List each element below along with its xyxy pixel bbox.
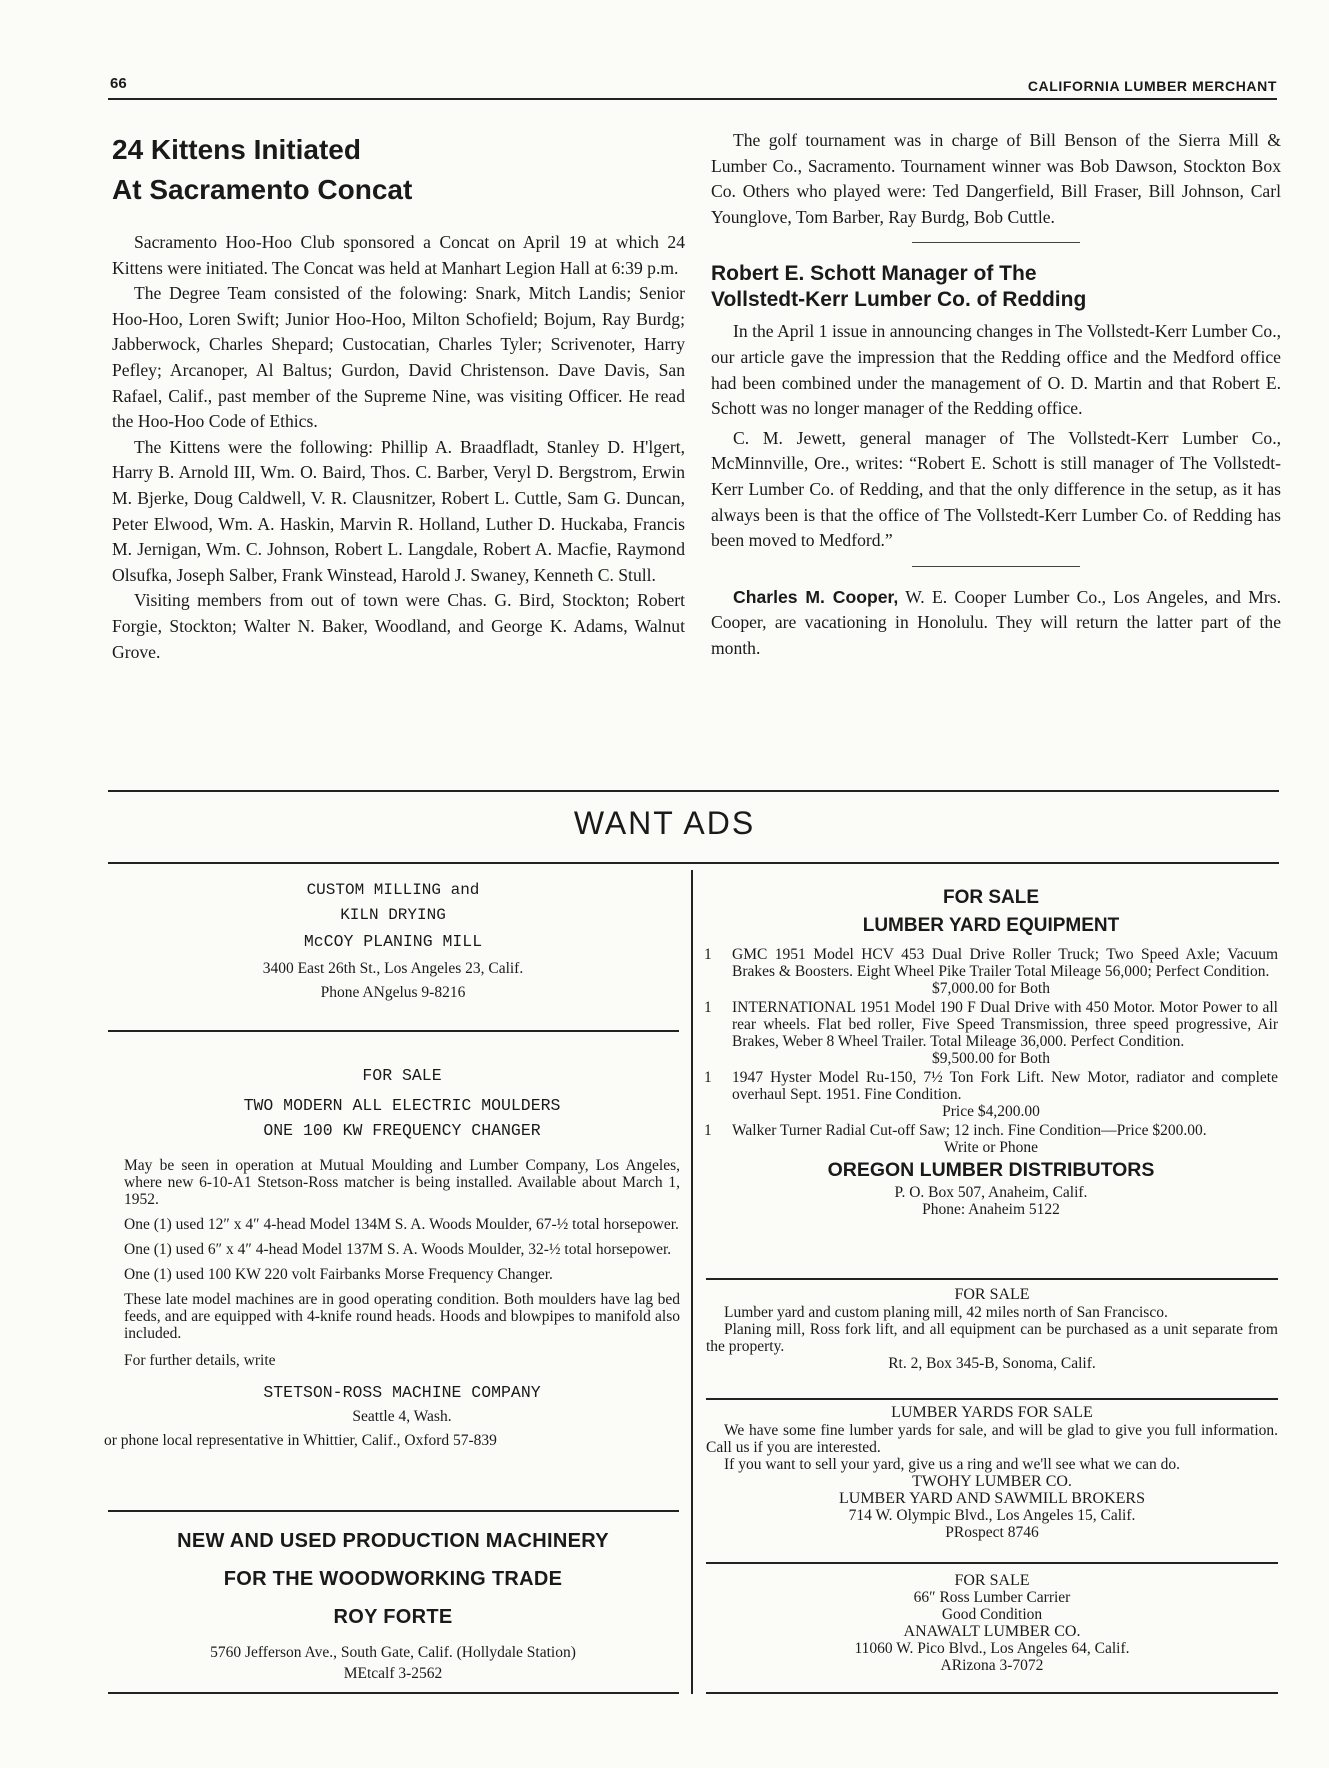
ad-paragraph: These late model machines are in good operating condition. Both moulders have lag bed feeds, and are equipped with 4-knife round heads. Hoods and blowpipes to manifold also included. [124,1291,680,1342]
column-divider [691,870,693,1694]
ad-address: 3400 East 26th St., Los Angeles 23, Calif. [262,960,524,977]
ad-heading: FOR SALE [954,1572,1030,1589]
ad-tagline: LUMBER YARD AND SAWMILL BROKERS [839,1490,1145,1507]
section-rule [108,790,1279,792]
kittens-article-title [112,130,685,210]
ad-address: P. O. Box 507, Anaheim, Calif. [894,1184,1088,1201]
item-qty: 1 [704,1122,712,1139]
ad-paragraph: One (1) used 6″ x 4″ 4-head Model 137M S. A. Woods Moulder, 32-½ total horsepower. [124,1241,672,1258]
ad-roy-forte [108,1522,678,1684]
ad-address: Rt. 2, Box 345-B, Sonoma, Calif. [888,1355,1096,1372]
want-ads-heading: WANT ADS [573,805,756,841]
schott-title-line-2: Vollstedt-Kerr Lumber Co. of Redding [711,288,1087,312]
ad-paragraph: We have some fine lumber yards for sale, and will be glad to give you full information. Call us if you are interested. [706,1422,1278,1456]
ad-oregon-lumber [704,884,1278,1218]
ad-city: Seattle 4, Wash. [352,1408,452,1425]
title-line-1: 24 Kittens Initiated [112,134,361,165]
ad-company: ANAWALT LUMBER CO. [903,1623,1081,1640]
ad-company: STETSON-ROSS MACHINE COMPANY [263,1383,541,1402]
ad-phone: or phone local representative in Whittier, Calif., Oxford 57-839 [104,1432,497,1449]
article-paragraph: Visiting members from out of town were Chas. G. Bird, Stockton; Robert Forgie, Stockton; Walter N. Baker, Woodland, and George K. Adams, Walnut Grove. [112,590,685,662]
ad-sonoma-mill [706,1286,1278,1372]
ad-paragraph: If you want to sell your yard, give us a ring and we'll see what we can do. [724,1456,1181,1473]
ad-company: TWOHY LUMBER CO. [912,1473,1072,1490]
ad-line: TWO MODERN ALL ELECTRIC MOULDERS [243,1096,561,1115]
separator [912,242,1080,243]
ad-mccoy-planing-mill [108,878,678,1005]
ad-address: 5760 Jefferson Ave., South Gate, Calif. (Hollydale Station) [210,1644,576,1661]
ad-phone: MEtcalf 3-2562 [343,1665,443,1682]
section-rule [108,862,1279,864]
golf-paragraph: The golf tournament was in charge of Bill Benson of the Sierra Mill & Lumber Co., Sacramento. Tournament winner was Bob Dawson, Stockton Box Co. Others who played were: Ted Dangerfield, Bill Fraser, Bill Johnson, Carl Younglove, Tom Barber, Ray Burdg, Bob Cuttle. [711,130,1281,227]
separator [912,566,1080,567]
ad-phone: Phone ANgelus 9-8216 [320,984,466,1001]
ad-stetson-ross [104,1064,680,1453]
item-price: $7,000.00 for Both [932,980,1050,997]
item-text: INTERNATIONAL 1951 Model 190 F Dual Drive with 450 Motor. Motor Power to all rear wheels. Flat bed roller, Five Speed Transmission, three speed progressive, Air Brakes, Weber 8 Wheel Trailer. Total Mileage 36,000. Perfect Condition. [732,999,1278,1050]
article-paragraph: The Kittens were the following: Phillip A. Braadfladt, Stanley D. H'lgert, Harry B. Arnold III, Wm. O. Baird, Thos. C. Barber, Veryl D. Bergstrom, Erwin M. Bjerke, Doug Caldwell, V. R. Clausnitzer, Robert L. Cuttle, Sam G. Duncan, Peter Elwood, Wm. A. Haskin, Marvin R. Holland, Luther D. Huckaba, Francis M. Jernigan, Wm. C. Johnson, Robert L. Langdale, Robert A. Macfie, Raymond Olsufka, Joseph Salber, Frank Winstead, Harold J. Swaney, Kenneth C. Stull. [112,436,685,585]
cooper-name: Charles M. Cooper, [733,586,899,607]
ad-company: McCOY PLANING MILL [303,932,483,951]
item-text: 1947 Hyster Model Ru-150, 7½ Ton Fork Lift. New Motor, radiator and complete overhaul Sept. 1951. Fine Condition. [732,1069,1278,1103]
ad-paragraph: May be seen in operation at Mutual Moulding and Lumber Company, Los Angeles, where new 6-10-A1 Stetson-Ross matcher is being installed. Available about March 1, 1952. [124,1157,680,1208]
ad-line: CUSTOM MILLING and [306,881,480,899]
title-line-2: At Sacramento Concat [112,174,413,205]
ad-item: 66″ Ross Lumber Carrier [913,1589,1071,1606]
equipment-item [704,946,1278,980]
equipment-item [704,1069,1278,1103]
ad-condition: Good Condition [941,1606,1043,1623]
page-number: 66 [110,75,127,92]
ad-heading: FOR SALE [942,887,1040,908]
item-qty: 1 [704,999,712,1016]
schott-title-line-1: Robert E. Schott Manager of The [711,262,1037,286]
ad-rule [706,1562,1278,1564]
ad-phone: PRospect 8746 [945,1524,1039,1541]
ad-phone: Phone: Anaheim 5122 [922,1201,1060,1218]
ad-twohy-lumber [706,1404,1278,1541]
header-rule [108,98,1277,100]
item-qty: 1 [704,946,712,963]
schott-article-title [711,261,1281,313]
kittens-article [112,124,685,665]
equipment-item [704,999,1278,1050]
ad-rule [706,1692,1278,1694]
publication-name: CALIFORNIA LUMBER MERCHANT [1027,78,1277,94]
item-price: $9,500.00 for Both [932,1050,1050,1067]
item-text: GMC 1951 Model HCV 453 Dual Drive Roller Truck; Two Speed Axle; Vacuum Brakes & Boosters. Eight Wheel Pike Trailer Total Mileage 56,000; Perfect Condition. [732,946,1278,980]
ad-line: NEW AND USED PRODUCTION MACHINERY [177,1530,609,1552]
item-text: Walker Turner Radial Cut-off Saw; 12 inch. Fine Condition—Price $200.00. [732,1122,1207,1139]
article-paragraph: In the April 1 issue in announcing changes in The Vollstedt-Kerr Lumber Co., our article gave the impression that the Redding office and the Medford office had been combined under the management of O. D. Martin and that Robert E. Schott was no longer manager of the Redding office. [711,321,1281,419]
ad-line: KILN DRYING [340,906,446,924]
ad-company: ROY FORTE [333,1606,453,1628]
ad-line: FOR THE WOODWORKING TRADE [223,1568,563,1590]
ad-paragraph: Lumber yard and custom planing mill, 42 miles north of San Francisco. [724,1304,1168,1321]
article-paragraph: Sacramento Hoo-Hoo Club sponsored a Concat on April 19 at which 24 Kittens were initiated. The Concat was held at Manhart Legion Hall at 6:39 p.m. [112,232,685,278]
ad-subheading: LUMBER YARD EQUIPMENT [862,915,1120,936]
cooper-paragraph [711,585,1281,662]
cooper-text: W. E. Cooper Lumber Co., Los Angeles, and Mrs. Cooper, are vacationing in Honolulu. They will return the latter part of the month. [711,586,1281,658]
ad-paragraph: For further details, write [124,1352,276,1369]
ad-rule [108,1692,679,1694]
ad-paragraph: One (1) used 100 KW 220 volt Fairbanks Morse Frequency Changer. [124,1266,553,1283]
ad-paragraph: One (1) used 12″ x 4″ 4-head Model 134M S. A. Woods Moulder, 67-½ total horsepower. [124,1216,679,1233]
equipment-item [704,1122,1278,1139]
ad-rule [108,1510,679,1512]
ad-heading: FOR SALE [954,1286,1030,1303]
ad-heading: LUMBER YARDS FOR SALE [891,1404,1093,1421]
ad-phone: ARizona 3-7072 [940,1657,1044,1674]
ad-rule [706,1398,1278,1400]
ad-anawalt-lumber [706,1572,1278,1674]
right-column-articles [711,128,1281,662]
item-qty: 1 [704,1069,712,1086]
ad-paragraph: Planing mill, Ross fork lift, and all equipment can be purchased as a unit separate from the property. [706,1321,1278,1355]
ad-heading: FOR SALE [362,1066,442,1085]
ad-address: 11060 W. Pico Blvd., Los Angeles 64, Calif. [854,1640,1130,1657]
item-price: Price $4,200.00 [942,1103,1040,1120]
ad-line: ONE 100 KW FREQUENCY CHANGER [263,1121,541,1140]
ad-rule [108,1030,679,1032]
article-paragraph: The Degree Team consisted of the folowing: Snark, Mitch Landis; Senior Hoo-Hoo, Loren Swift; Junior Hoo-Hoo, Milton Schofield; Bojum, Ray Burdg; Jabberwock, Charles Shepard; Custocatian, Charles Tyler; Scrivenoter, Harry Pefley; Arcanoper, Al Baltus; Gurdon, David Christenson. Dave Davis, San Rafael, Calif., past member of the Supreme Nine, was visiting Officer. He read the Hoo-Hoo Code of Ethics. [112,283,685,432]
ad-company: OREGON LUMBER DISTRIBUTORS [827,1159,1155,1181]
article-paragraph: C. M. Jewett, general manager of The Vollstedt-Kerr Lumber Co., McMinnville, Ore., writes: “Robert E. Schott is still manager of The Vollstedt-Kerr Lumber Co. of Redding, and that the only difference in the setup, as it has always been is that the office of The Vollstedt-Kerr Lumber Co. of Redding has been moved to Medford.” [711,427,1281,551]
ad-write-or-phone: Write or Phone [943,1139,1039,1156]
ad-rule [706,1278,1278,1280]
ad-address: 714 W. Olympic Blvd., Los Angeles 15, Calif. [848,1507,1136,1524]
